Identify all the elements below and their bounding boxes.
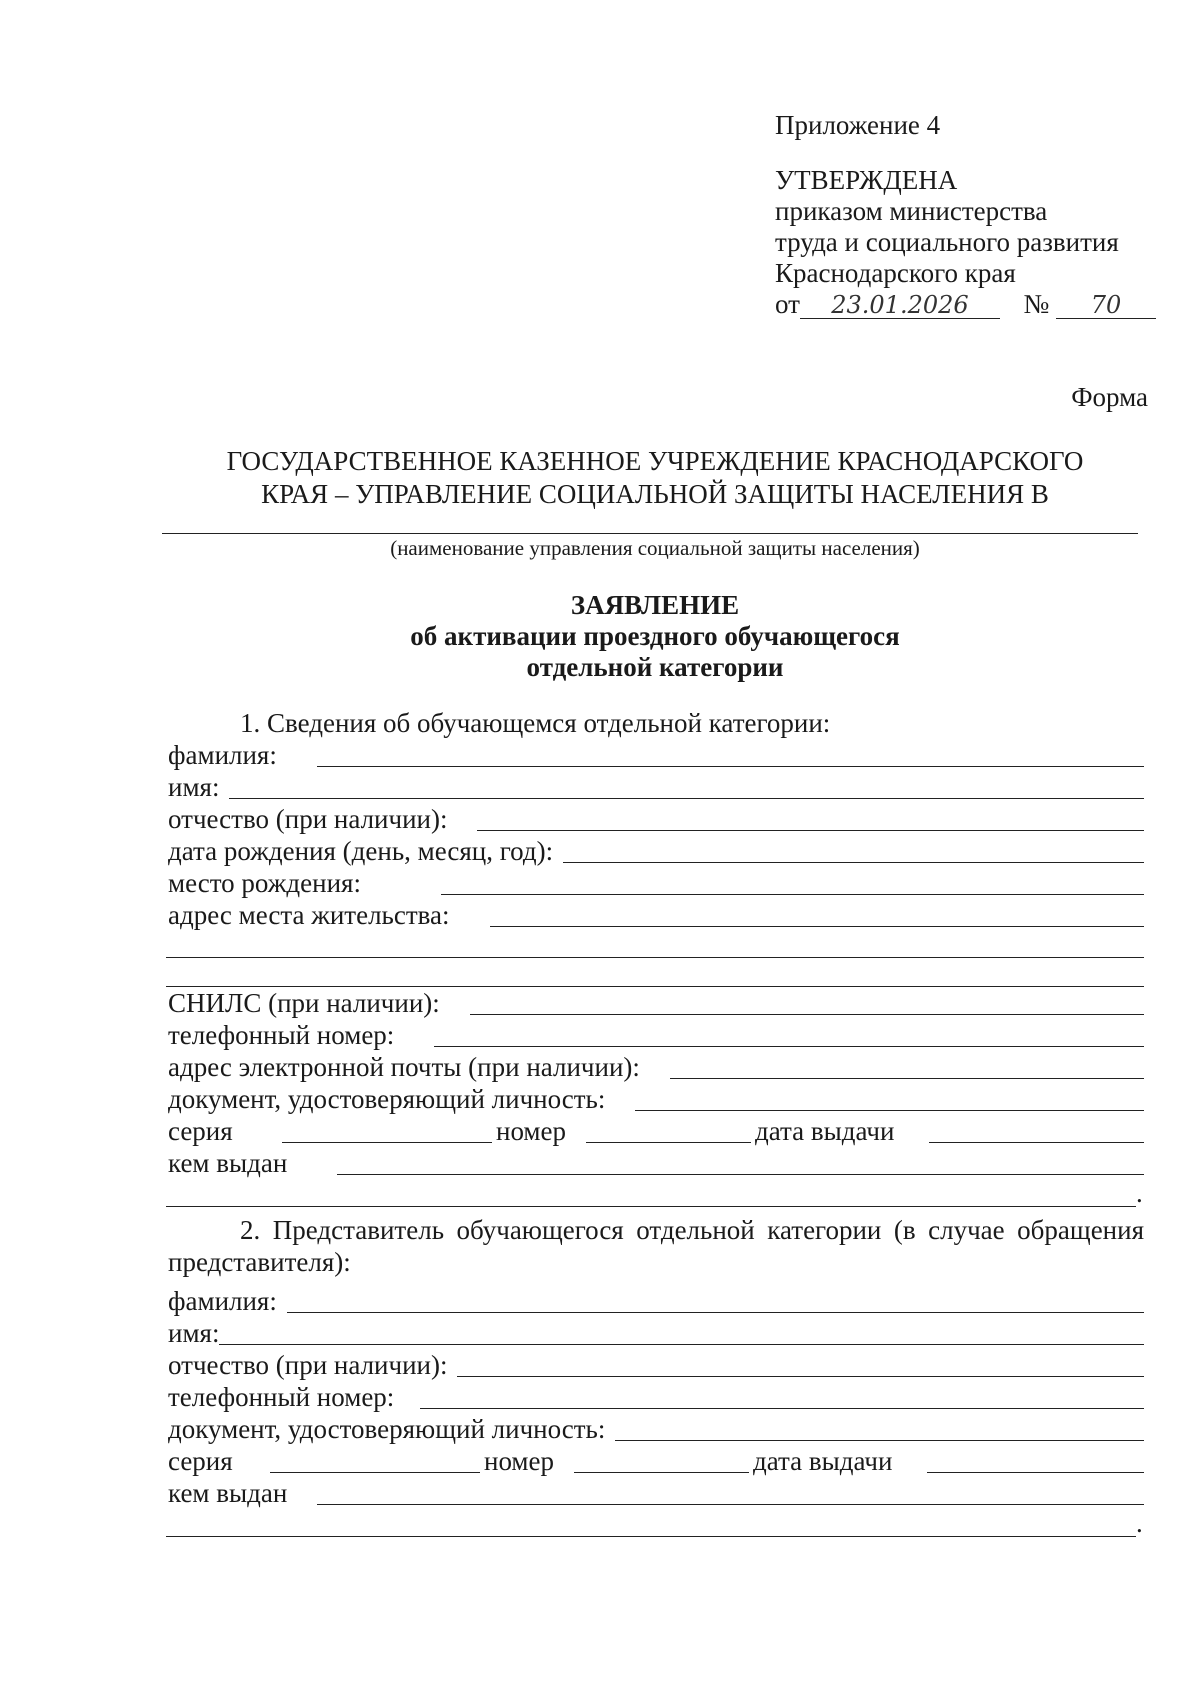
title-line-3: отдельной категории [526, 652, 784, 682]
s1-iddoc-field[interactable] [635, 1086, 1144, 1111]
s1-birthplace-row [168, 866, 1144, 898]
s1-snils-field[interactable] [470, 990, 1144, 1015]
approval-block [775, 110, 1156, 320]
s2-series-row [168, 1444, 1144, 1476]
s1-birthplace-label: место рождения: [168, 868, 361, 898]
s1-email-label: адрес электронной почты (при наличии): [168, 1052, 640, 1082]
s2-phone-field[interactable] [420, 1384, 1144, 1409]
date-prefix: от [775, 289, 800, 319]
s2-patronymic-field[interactable] [457, 1352, 1144, 1377]
s1-series-field[interactable] [282, 1118, 492, 1143]
s2-surname-label: фамилия: [168, 1286, 277, 1316]
s1-birthdate-row [168, 834, 1144, 866]
order-line-2: труда и социального развития [775, 227, 1119, 257]
s1-patronymic-label: отчество (при наличии): [168, 804, 448, 834]
s2-iddoc-label: документ, удостоверяющий личность: [168, 1414, 606, 1444]
s2-issuedby-field[interactable] [317, 1480, 1144, 1505]
s1-birthdate-field[interactable] [563, 838, 1144, 863]
s1-patronymic-field[interactable] [477, 806, 1144, 831]
s1-issuedby-label: кем выдан [168, 1148, 288, 1178]
order-number: 70 [1056, 292, 1156, 319]
s1-address-label: адрес места жительства: [168, 900, 450, 930]
s1-email-field[interactable] [670, 1054, 1144, 1079]
s1-number-label: номер [496, 1116, 567, 1146]
s2-name-field[interactable] [219, 1320, 1144, 1345]
s1-snils-label: СНИЛС (при наличии): [168, 988, 440, 1018]
s1-birthdate-label: дата рождения (день, месяц, год): [168, 836, 554, 866]
section2-heading: 2. Представитель обучающегося отдельной категории (в случае обращения представителя): [168, 1215, 1144, 1277]
s1-name-row [168, 770, 1144, 802]
s1-surname-label: фамилия: [168, 740, 277, 770]
s1-issuedby-field[interactable] [337, 1150, 1144, 1175]
s2-iddoc-row [168, 1412, 1144, 1444]
s2-issue-date-label: дата выдачи [753, 1446, 893, 1476]
form-label: Форма [1071, 382, 1148, 412]
s1-address-line-2[interactable] [166, 957, 1144, 958]
s1-snils-row [168, 986, 1144, 1018]
order-date-number-line [775, 289, 1156, 320]
organization-caption: (наименование управления социальной защиты населения) [390, 536, 920, 560]
s1-series-row [168, 1114, 1144, 1146]
s1-address-row [168, 898, 1144, 930]
s1-issuedby-line-2[interactable] [166, 1206, 1136, 1207]
number-prefix: № [1023, 289, 1050, 319]
order-line-1: приказом министерства [775, 196, 1048, 226]
s1-surname-row [168, 738, 1144, 770]
s1-patronymic-row [168, 802, 1144, 834]
section1-heading: 1. Сведения об обучающемся отдельной категории: [240, 708, 831, 738]
s2-name-row [168, 1316, 1144, 1348]
s1-issue-date-field[interactable] [929, 1118, 1144, 1143]
s1-phone-label: телефонный номер: [168, 1020, 395, 1050]
s2-issuedby-label: кем выдан [168, 1478, 288, 1508]
title-line-2: об активации проездного обучающегося [410, 621, 900, 651]
s1-end-dot: . [1136, 1178, 1143, 1208]
organization-line-1: ГОСУДАРСТВЕННОЕ КАЗЕННОЕ УЧРЕЖДЕНИЕ КРАСНОДАРСКОГО [226, 446, 1084, 476]
approved-label: УТВЕРЖДЕНА [775, 165, 958, 195]
s1-name-label: имя: [168, 772, 220, 802]
s1-series-label: серия [168, 1116, 233, 1146]
s2-surname-field[interactable] [287, 1288, 1144, 1313]
order-date: 23.01.2026 [800, 292, 1000, 319]
s2-issue-date-field[interactable] [927, 1448, 1144, 1473]
s2-number-field[interactable] [574, 1448, 749, 1473]
s2-issuedby-row [168, 1476, 1144, 1508]
s2-end-dot: . [1136, 1508, 1143, 1538]
s1-email-row [168, 1050, 1144, 1082]
s2-series-label: серия [168, 1446, 233, 1476]
s1-issuedby-row [168, 1146, 1144, 1178]
s2-patronymic-label: отчество (при наличии): [168, 1350, 448, 1380]
s2-series-field[interactable] [270, 1448, 480, 1473]
s1-number-field[interactable] [586, 1118, 751, 1143]
order-line-3: Краснодарского края [775, 258, 1016, 288]
s2-name-label: имя: [168, 1318, 220, 1348]
s2-patronymic-row [168, 1348, 1144, 1380]
s1-phone-row [168, 1018, 1144, 1050]
s2-phone-row [168, 1380, 1144, 1412]
s1-issue-date-label: дата выдачи [755, 1116, 895, 1146]
document-title [160, 590, 1150, 683]
title-line-1: ЗАЯВЛЕНИЕ [570, 590, 740, 620]
s1-iddoc-row [168, 1082, 1144, 1114]
s2-surname-row [168, 1284, 1144, 1316]
s1-address-field[interactable] [490, 902, 1144, 927]
s2-iddoc-field[interactable] [615, 1416, 1144, 1441]
s2-phone-label: телефонный номер: [168, 1382, 395, 1412]
appendix-label: Приложение 4 [775, 110, 941, 140]
s1-iddoc-label: документ, удостоверяющий личность: [168, 1084, 606, 1114]
s1-surname-field[interactable] [317, 742, 1144, 767]
s1-phone-field[interactable] [434, 1022, 1144, 1047]
organization-fill-line[interactable] [162, 533, 1138, 534]
s1-birthplace-field[interactable] [441, 870, 1144, 895]
s1-name-field[interactable] [229, 774, 1144, 799]
organization-name [160, 445, 1150, 511]
organization-line-2: КРАЯ – УПРАВЛЕНИЕ СОЦИАЛЬНОЙ ЗАЩИТЫ НАСЕЛЕНИЯ В [261, 479, 1049, 509]
s2-issuedby-line-2[interactable] [166, 1536, 1136, 1537]
s2-number-label: номер [484, 1446, 555, 1476]
